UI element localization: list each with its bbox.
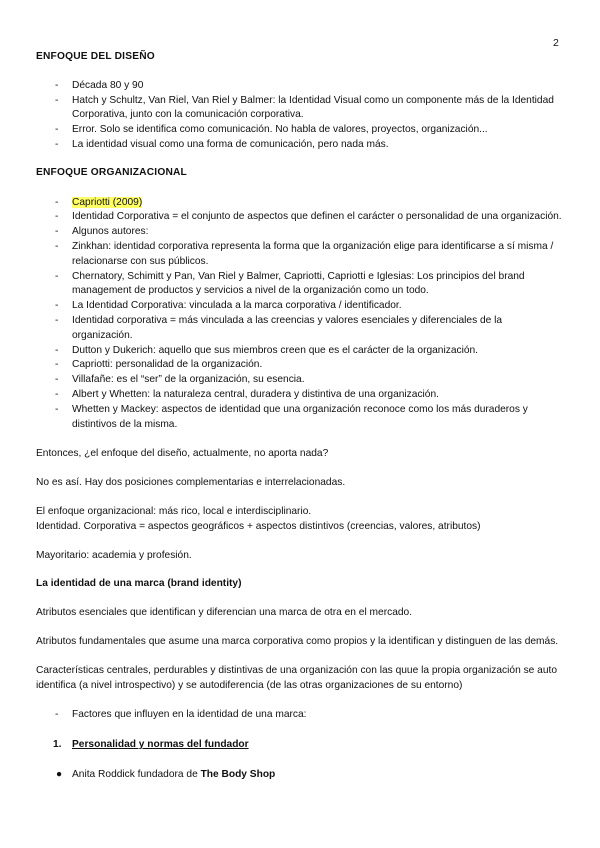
bullet-bold-text: The Body Shop [200,768,276,780]
paragraph: Atributos fundamentales que asume una marca corporativa como propios y la identifican y distinguen de las demás. [36,635,559,647]
highlighted-text: Capriotti (2009) [72,196,143,208]
paragraph: No es así. Hay dos posiciones complementarias e interrelacionadas. [36,477,346,489]
list-item: - Factores que influyen en la identidad de una marca: [36,708,564,723]
list-item: - Albert y Whetten: la naturaleza central, duradera y distintiva de una organización. [36,388,564,403]
list-item: - Hatch y Schultz, Van Riel, Van Riel y Balmer: la Identidad Visual como un componente más de la Identidad Corporativa, junto con la comunicación corporativa. [36,94,564,124]
list-item: - Algunos autores: [36,225,564,240]
list-item: - La identidad visual como una forma de comunicación, pero nada más. [36,138,564,153]
list-item: - Dutton y Dukerich: aquello que sus miembros creen que es el carácter de la organización. [36,344,564,359]
list-item: - Error. Solo se identifica como comunicación. No habla de valores, proyectos, organización... [36,123,564,138]
list-item: - Chernatory, Schimitt y Pan, Van Riel y Balmer, Capriotti, Capriotti e Iglesias: Los principios del brand management de productos y servicios a nivel de la organización como un todo. [36,270,564,300]
section-heading-brand-identity: La identidad de una marca (brand identity) [36,578,242,590]
paragraph: El enfoque organizacional: más rico, local e interdisciplinario. [36,505,312,517]
page-number: 2 [553,37,559,49]
list-item: - Identidad corporativa = más vinculada a las creencias y valores esenciales y diferenciales de la organización. [36,314,564,344]
numbered-item-text: Personalidad y normas del fundador [72,739,249,751]
design-list [36,79,564,153]
bullet-item [36,768,564,783]
list-item-highlighted [36,196,564,211]
list-item: - Identidad Corporativa = el conjunto de aspectos que definen el carácter o personalidad de una organización. [36,210,564,225]
list-item: - Zinkhan: identidad corporativa representa la forma que la organización elige para identificarse a sí misma / relacionarse con sus públicos. [36,240,564,270]
numbered-item-number: 1. [53,739,62,751]
list-item: - Villafañe: es el “ser” de la organización, su esencia. [36,373,564,388]
section-heading-organizational: ENFOQUE ORGANIZACIONAL [36,166,187,178]
factors-list [36,708,564,723]
numbered-item [36,738,564,753]
bullet-text: Anita Roddick fundadora de [72,768,201,780]
paragraph: Atributos esenciales que identifican y diferencian una marca de otra en el mercado. [36,607,413,619]
list-item: - Década 80 y 90 [36,79,564,94]
bullet-icon: ● [56,768,63,780]
section-heading-design: ENFOQUE DEL DISEÑO [36,51,155,62]
list-item: - Whetten y Mackey: aspectos de identidad que una organización reconoce como los más duraderos y distintivos de la misma. [36,403,564,433]
organizational-list [36,196,564,433]
paragraph: Entonces, ¿el enfoque del diseño, actualmente, no aporta nada? [36,448,329,460]
document-body [36,50,564,783]
paragraph: Características centrales, perdurables y distintivas de una organización con las quue la propia organización se auto identifica (a nivel introspectivo) y se autodiferencia (de las otras organizaciones de su entorno) [36,664,557,691]
list-item: - La Identidad Corporativa: vinculada a la marca corporativa / identificador. [36,299,564,314]
paragraph: Identidad. Corporativa = aspectos geográficos + aspectos distintivos (creencias, valores, atributos) [36,520,481,532]
list-item: - Capriotti: personalidad de la organización. [36,358,564,373]
paragraph: Mayoritario: academia y profesión. [36,549,192,561]
